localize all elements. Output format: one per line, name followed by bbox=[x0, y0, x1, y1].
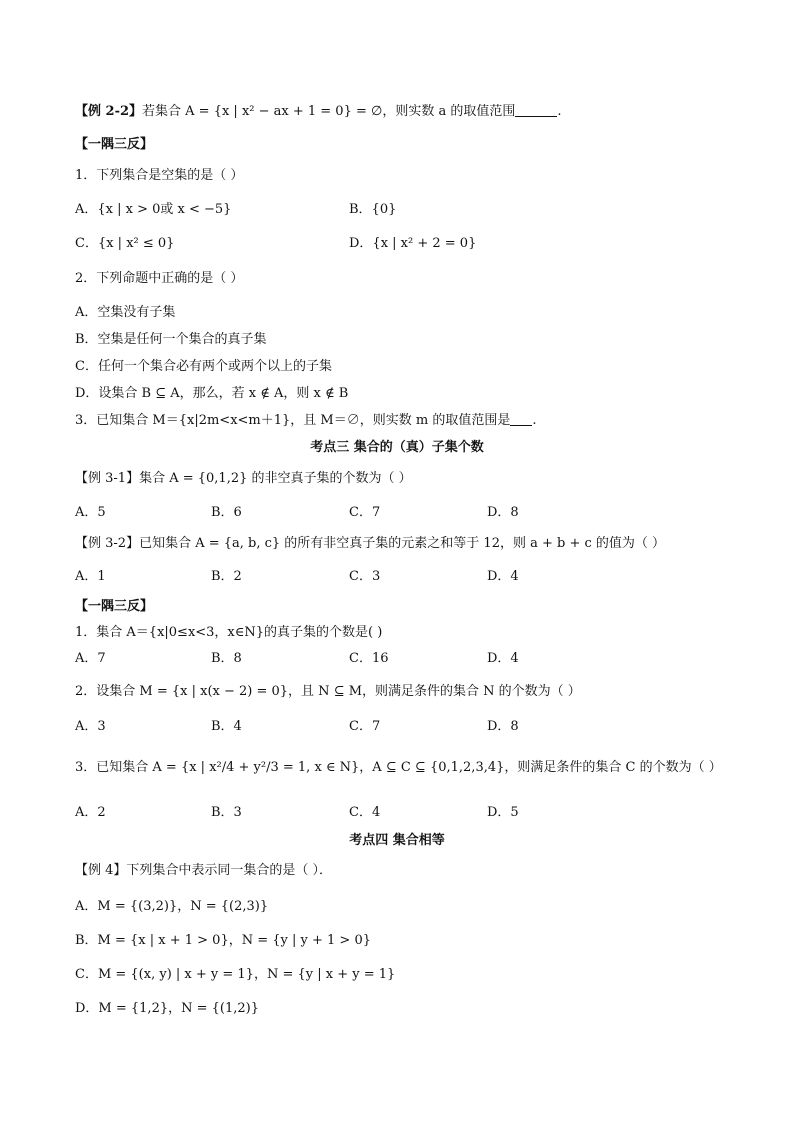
example-2-2: 【例 2-2】若集合 A = {x | x² − ax + 1 = 0} = ∅，则实数 a 的取值范围 . bbox=[75, 104, 562, 119]
section-title: 考点四 集合相等 bbox=[349, 833, 445, 848]
example-4: 【例 4】下列集合中表示同一集合的是（ ）． bbox=[75, 863, 333, 878]
option-c: C．任何一个集合必有两个或两个以上的子集 bbox=[75, 359, 332, 374]
option-c: C．{x | x² ≤ 0} bbox=[75, 236, 175, 251]
answer-blank bbox=[515, 103, 557, 117]
option-c: C．7 bbox=[349, 505, 381, 520]
question-1: 1．下列集合是空集的是（ ） bbox=[75, 168, 244, 183]
option-b: B．{0} bbox=[349, 202, 397, 217]
section-heading: 【一隅三反】 bbox=[75, 137, 154, 152]
option-d: D．{x | x² + 2 = 0} bbox=[349, 236, 477, 251]
example-text: 若集合 A = {x | x² − ax + 1 = 0} = ∅，则实数 a 的取值范围 bbox=[142, 104, 516, 119]
option-b: B．M = {x | x + 1 > 0}，N = {y | y + 1 > 0} bbox=[75, 933, 371, 948]
option-b: B．6 bbox=[211, 505, 242, 520]
option-a: A．5 bbox=[75, 505, 106, 520]
option-c: C．16 bbox=[349, 651, 389, 666]
option-d: D．4 bbox=[487, 569, 519, 584]
option-b: B．空集是任何一个集合的真子集 bbox=[75, 332, 267, 347]
option-a: A．1 bbox=[75, 569, 106, 584]
option-b: B．3 bbox=[211, 805, 242, 820]
example-3-2: 【例 3-2】已知集合 A = {a, b, c} 的所有非空真子集的元素之和等于 12，则 a + b + c 的值为（ ） bbox=[75, 536, 666, 551]
option-b: B．4 bbox=[211, 719, 242, 734]
option-a: A．3 bbox=[75, 719, 106, 734]
section-title: 考点三 集合的（真）子集个数 bbox=[310, 440, 484, 455]
option-a: A．M = {(3,2)}，N = {(2,3)} bbox=[75, 899, 269, 914]
option-d: D．设集合 B ⊆ A，那么，若 x ∉ A，则 x ∉ B bbox=[75, 386, 349, 401]
option-d: D．4 bbox=[487, 651, 519, 666]
option-b: B．8 bbox=[211, 651, 242, 666]
option-b: B．2 bbox=[211, 569, 242, 584]
option-d: D．8 bbox=[487, 719, 519, 734]
option-d: D．M = {1,2}，N = {(1,2)} bbox=[75, 1001, 259, 1016]
option-a: A．2 bbox=[75, 805, 106, 820]
section-heading: 【一隅三反】 bbox=[75, 599, 154, 614]
question-2: 2．下列命题中正确的是（ ） bbox=[75, 271, 244, 286]
option-a: A．空集没有子集 bbox=[75, 305, 176, 320]
option-c: C．M = {(x, y) | x + y = 1}，N = {y | x + y = 1} bbox=[75, 967, 396, 982]
option-a: A．7 bbox=[75, 651, 106, 666]
example-3-1: 【例 3-1】集合 A = {0,1,2} 的非空真子集的个数为（ ） bbox=[75, 471, 412, 486]
option-a: A．{x | x > 0或 x < −5} bbox=[75, 202, 232, 217]
question-3: 3．已知集合 M＝{x|2m<x<m＋1}，且 M＝∅，则实数 m 的取值范围是 . bbox=[75, 413, 537, 428]
option-c: C．3 bbox=[349, 569, 381, 584]
option-c: C．7 bbox=[349, 719, 381, 734]
practice-2: 2．设集合 M = {x | x(x − 2) = 0}，且 N ⊆ M，则满足条件的集合 N 的个数为（ ） bbox=[75, 684, 581, 699]
practice-3: 3．已知集合 A = {x | x²/4 + y²/3 = 1, x ∈ N}，A ⊆ C ⊆ {0,1,2,3,4}，则满足条件的集合 C 的个数为（ ） bbox=[75, 760, 722, 775]
option-d: D．8 bbox=[487, 505, 519, 520]
practice-1: 1．集合 A＝{x|0≤x<3，x∈N}的真子集的个数是( ) bbox=[75, 625, 383, 640]
option-d: D．5 bbox=[487, 805, 519, 820]
option-c: C．4 bbox=[349, 805, 381, 820]
answer-blank bbox=[510, 412, 532, 426]
example-tag: 【例 2-2】 bbox=[75, 104, 143, 119]
